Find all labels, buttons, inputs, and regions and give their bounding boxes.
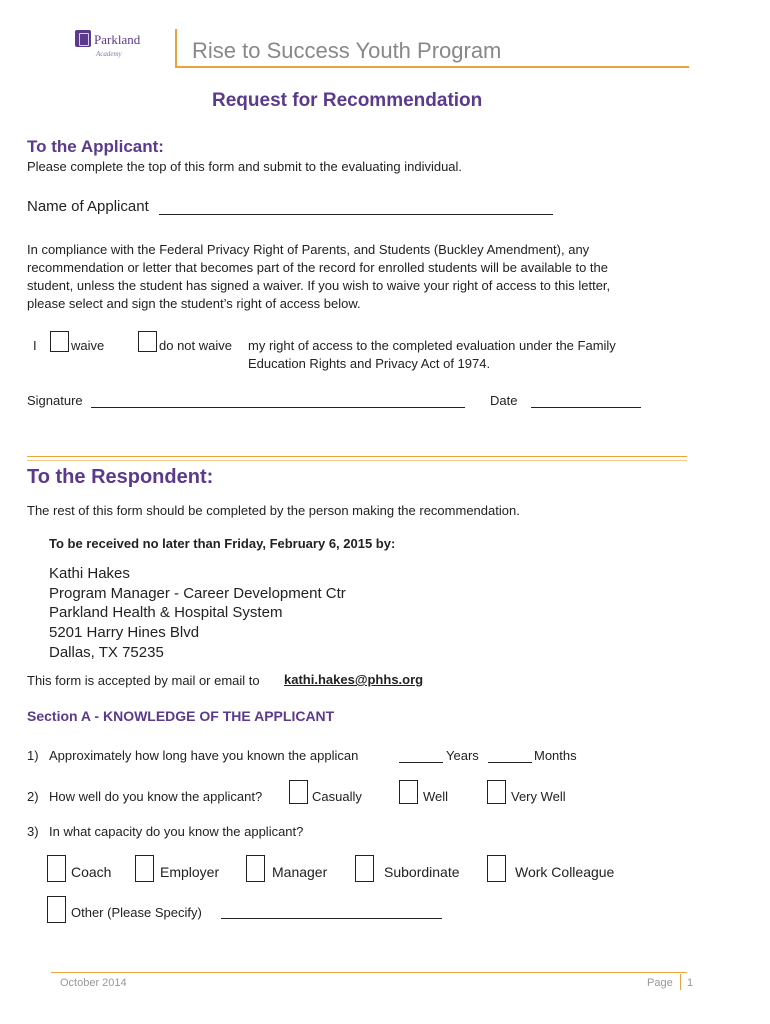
header-divider-horizontal: [175, 66, 689, 68]
applicant-instruction: Please complete the top of this form and submit to the evaluating individual.: [27, 159, 463, 174]
name-field[interactable]: [159, 214, 553, 215]
footer-separator: [680, 974, 681, 990]
address-line-4: 5201 Harry Hines Blvd: [49, 624, 200, 641]
compliance-line-1: In compliance with the Federal Privacy Right of Parents, and Students (Buckley Amendment), any: [27, 242, 590, 257]
years-field[interactable]: [399, 762, 443, 763]
manager-label: Manager: [272, 864, 328, 880]
casually-checkbox[interactable]: [289, 780, 308, 804]
footer-page-label: Page: [647, 977, 673, 989]
parkland-logo-icon: [75, 30, 91, 47]
q3-text: In what capacity do you know the applicant?: [49, 824, 304, 839]
well-label: Well: [423, 789, 449, 804]
other-label: Other (Please Specify): [71, 905, 202, 920]
do-not-waive-label: do not waive: [159, 338, 232, 353]
employer-label: Employer: [160, 864, 220, 880]
address-line-3: Parkland Health & Hospital System: [49, 604, 283, 621]
compliance-line-2: recommendation or letter that becomes part of the record for enrolled students will be available to the: [27, 260, 608, 275]
months-field[interactable]: [488, 762, 532, 763]
applicant-heading: To the Applicant:: [27, 137, 164, 156]
logo-name: Parkland: [94, 32, 141, 47]
date-field[interactable]: [531, 407, 641, 408]
q2-number: 2): [27, 789, 39, 804]
other-checkbox[interactable]: [47, 896, 66, 923]
signature-label: Signature: [27, 393, 83, 408]
q3-number: 3): [27, 824, 39, 839]
very-well-label: Very Well: [511, 789, 566, 804]
work-colleague-checkbox[interactable]: [487, 855, 506, 882]
months-label: Months: [534, 748, 577, 763]
deadline-text: To be received no later than Friday, February 6, 2015 by:: [49, 536, 396, 551]
access-text-line-2: Education Rights and Privacy Act of 1974.: [248, 356, 491, 371]
logo-subtitle: Academy: [96, 50, 122, 58]
other-specify-field[interactable]: [221, 918, 442, 919]
accepted-text: This form is accepted by mail or email to: [27, 673, 260, 688]
waiver-i-label: I: [33, 338, 37, 353]
section-divider: [27, 456, 687, 461]
waive-checkbox[interactable]: [50, 331, 69, 352]
document-title: Request for Recommendation: [212, 90, 483, 111]
program-title: Rise to Success Youth Program: [192, 38, 502, 63]
header-divider-vertical: [175, 29, 177, 67]
date-label: Date: [490, 393, 518, 408]
q1-text: Approximately how long have you known the applican: [49, 748, 359, 763]
coach-label: Coach: [71, 864, 112, 880]
coach-checkbox[interactable]: [47, 855, 66, 882]
work-colleague-label: Work Colleague: [515, 864, 615, 880]
years-label: Years: [446, 748, 479, 763]
q1-number: 1): [27, 748, 39, 763]
subordinate-label: Subordinate: [384, 864, 460, 880]
very-well-checkbox[interactable]: [487, 780, 506, 804]
footer-page-number: 1: [687, 977, 694, 989]
signature-field[interactable]: [91, 407, 465, 408]
q2-text: How well do you know the applicant?: [49, 789, 263, 804]
footer-date: October 2014: [60, 977, 127, 989]
well-checkbox[interactable]: [399, 780, 418, 804]
access-text-line-1: my right of access to the completed evaluation under the Family: [248, 338, 616, 353]
employer-checkbox[interactable]: [135, 855, 154, 882]
name-label: Name of Applicant: [27, 198, 149, 215]
address-line-1: Kathi Hakes: [49, 565, 130, 582]
waive-label: waive: [71, 338, 105, 353]
subordinate-checkbox[interactable]: [355, 855, 374, 882]
section-a-heading: Section A - KNOWLEDGE OF THE APPLICANT: [27, 708, 335, 724]
respondent-instruction: The rest of this form should be completed by the person making the recommendation.: [27, 503, 520, 518]
respondent-heading: To the Respondent:: [27, 466, 214, 488]
casually-label: Casually: [312, 789, 362, 804]
email-link[interactable]: kathi.hakes@phhs.org: [284, 672, 424, 687]
manager-checkbox[interactable]: [246, 855, 265, 882]
address-line-2: Program Manager - Career Development Ctr: [49, 585, 346, 602]
compliance-line-4: please select and sign the student’s right of access below.: [27, 296, 361, 311]
do-not-waive-checkbox[interactable]: [138, 331, 157, 352]
address-line-5: Dallas, TX 75235: [49, 644, 164, 661]
footer-divider: [51, 972, 687, 973]
compliance-line-3: student, unless the student has signed a waiver. If you wish to waive your right of access to this letter,: [27, 278, 611, 293]
